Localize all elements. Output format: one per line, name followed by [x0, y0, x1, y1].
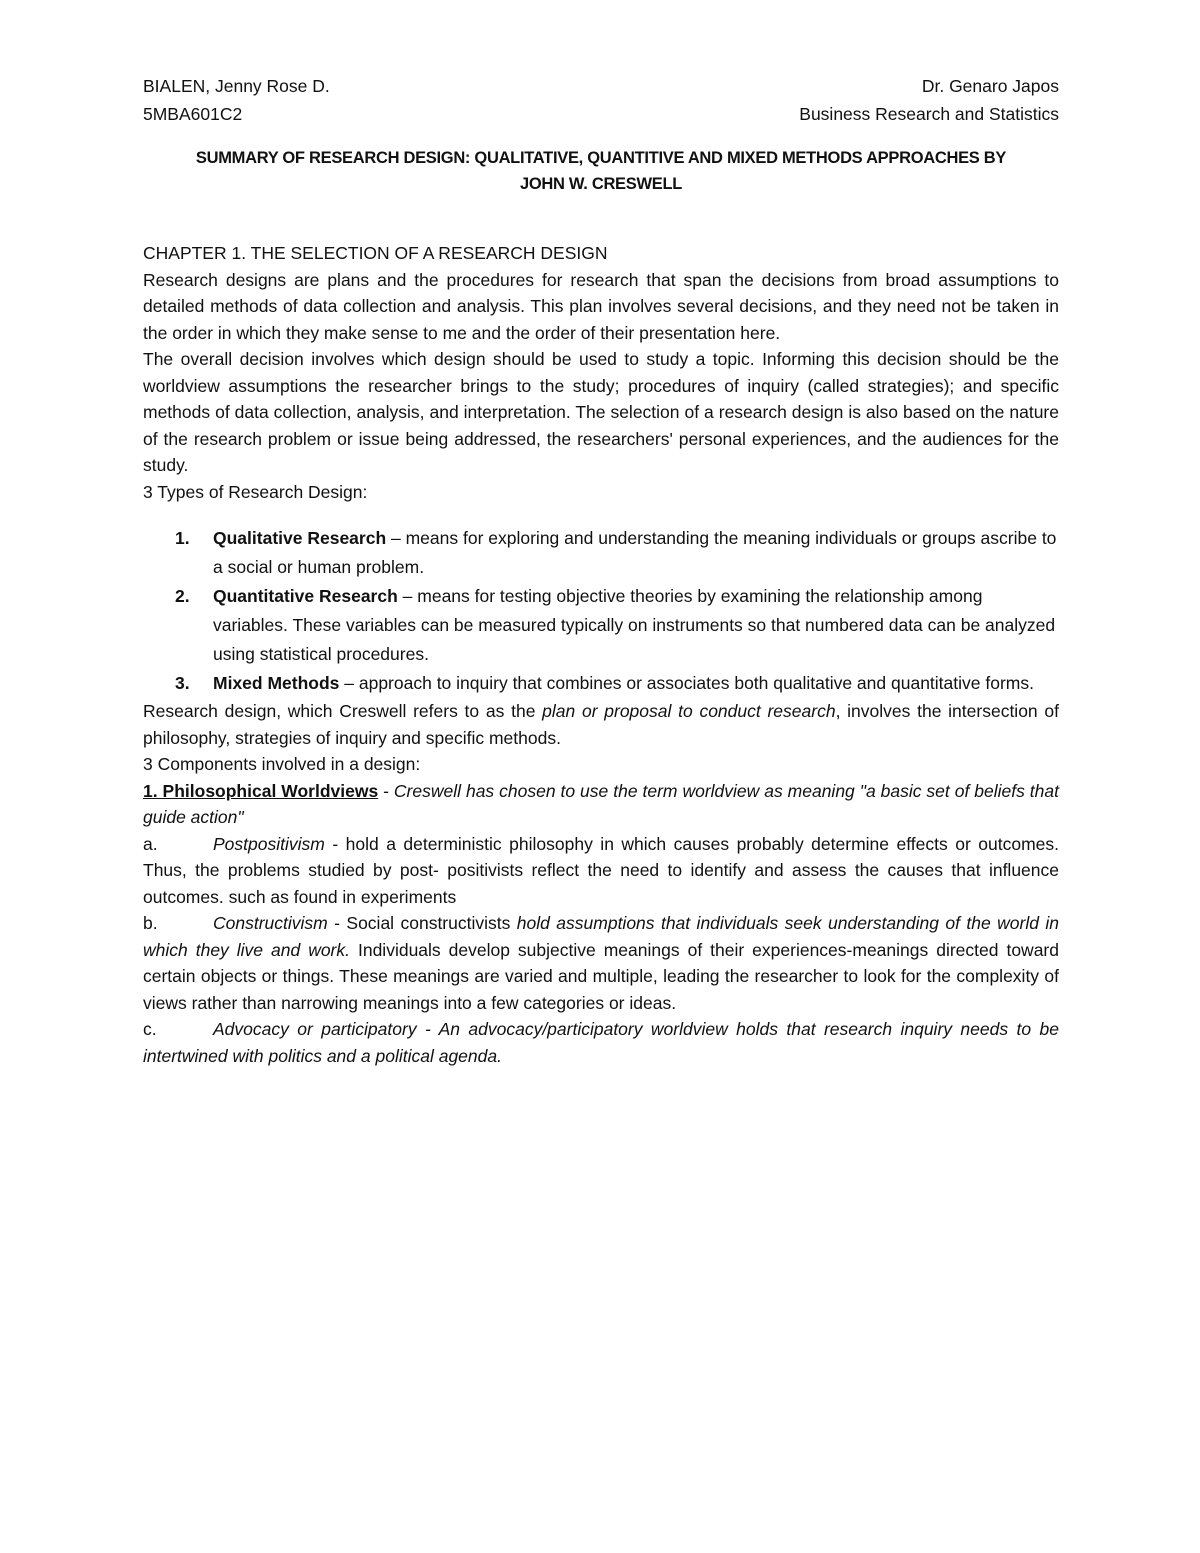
header-row-1: [143, 72, 1059, 100]
instructor-name: Dr. Genaro Japos: [921, 76, 1059, 96]
student-name: BIALEN, Jenny Rose D.: [143, 76, 330, 96]
title-line-1: SUMMARY OF RESEARCH DESIGN: QUALITATIVE, QUANTITIVE AND MIXED METHODS APPROACHES BY: [195, 149, 1007, 167]
item-letter: b.: [143, 913, 158, 933]
list-number: 2.: [175, 586, 190, 606]
philosophical-worldviews: [143, 778, 1059, 831]
course-name: Business Research and Statistics: [799, 104, 1059, 124]
type-term: Quantitative Research: [213, 586, 398, 606]
type-description: – means for exploring and understanding the meaning individuals or groups ascribe to a social or human problem.: [213, 528, 1057, 577]
worldview-term: Constructivism: [213, 913, 328, 933]
list-item: [143, 582, 1059, 669]
document-page: [143, 72, 1059, 1069]
worldview-text: - hold a deterministic philosophy in which causes probably determine effects or outcomes. Thus, the problems studied by post- positivists reflect the need to identify and assess the causes that influence outcomes. such as found in experiments: [143, 833, 1059, 907]
title-line-2: JOHN W. CRESWELL: [519, 175, 683, 193]
item-letter: c.: [143, 1019, 157, 1039]
type-description: – approach to inquiry that combines or associates both qualitative and quantitative forms.: [339, 673, 1034, 693]
list-item: [143, 669, 1059, 698]
design-text-before: Research design, which Creswell refers to as the: [143, 701, 543, 721]
design-text-after: , involves the intersection of philosophy, strategies of inquiry and specific methods.: [143, 701, 1059, 748]
worldview-term: Advocacy or participatory: [213, 1019, 417, 1039]
philosophical-heading: 1. Philosophical Worldviews: [143, 780, 379, 801]
type-term: Qualitative Research: [213, 528, 387, 548]
design-text-italic: plan or proposal to conduct research: [542, 701, 836, 721]
list-item: [143, 524, 1059, 582]
worldview-advocacy: [143, 1016, 1059, 1069]
components-heading: 3 Components involved in a design:: [143, 754, 421, 774]
document-title: [143, 145, 1059, 197]
chapter-heading: CHAPTER 1. THE SELECTION OF A RESEARCH DESIGN: [143, 243, 608, 263]
list-number: 1.: [175, 528, 190, 548]
section-code: 5MBA601C2: [143, 104, 243, 124]
paragraph-research-designs: Research designs are plans and the procedures for research that span the decisions from broad assumptions to detailed methods of data collection and analysis. This plan involves several decisions, and they need not be taken in the order in which they make sense to me and the order of their presentation here.: [143, 269, 1059, 343]
type-description: – means for testing objective theories by examining the relationship among variables. These variables can be measured typically on instruments so that numbered data can be analyzed using statistical procedures.: [213, 586, 1056, 664]
item-letter: a.: [143, 833, 158, 854]
worldview-postpositivism: [143, 831, 1059, 911]
paragraph-research-design-definition: [143, 698, 1059, 751]
worldview-text-rest: Individuals develop subjective meanings of their experiences-meanings directed toward certain objects or things. These meanings are varied and multiple, leading the researcher to look for the complexity of views rather than narrowing meanings into a few categories or ideas.: [143, 939, 1059, 1013]
types-heading: 3 Types of Research Design:: [143, 481, 368, 502]
list-number: 3.: [175, 673, 190, 693]
type-term: Mixed Methods: [213, 673, 340, 693]
worldview-term: Postpositivism: [213, 833, 325, 854]
header-row-2: [143, 100, 1059, 128]
paragraph-overall-decision: The overall decision involves which design should be used to study a topic. Informing this decision should be the worldview assumptions the researcher brings to the study; procedures of inquiry (called strategies); and specific methods of data collection, analysis, and interpretation. The selection of a research design is also based on the nature of the research problem or issue being addressed, the researchers' personal experiences, and the audiences for the study.: [143, 349, 1059, 475]
worldview-text-italic: - An advocacy/participatory worldview holds that research inquiry needs to be intertwined with politics and a political agenda.: [143, 1019, 1059, 1066]
types-list: [143, 524, 1059, 698]
worldview-text-italic: hold assumptions that individuals seek understanding of the world in which they live and work.: [143, 913, 1060, 960]
worldview-text: - Social constructivists: [327, 913, 517, 933]
philosophical-sep: -: [378, 780, 394, 801]
philosophical-description: Creswell has chosen to use the term worldview as meaning "a basic set of beliefs that guide action": [143, 780, 1059, 827]
worldview-constructivism: [143, 910, 1059, 1016]
